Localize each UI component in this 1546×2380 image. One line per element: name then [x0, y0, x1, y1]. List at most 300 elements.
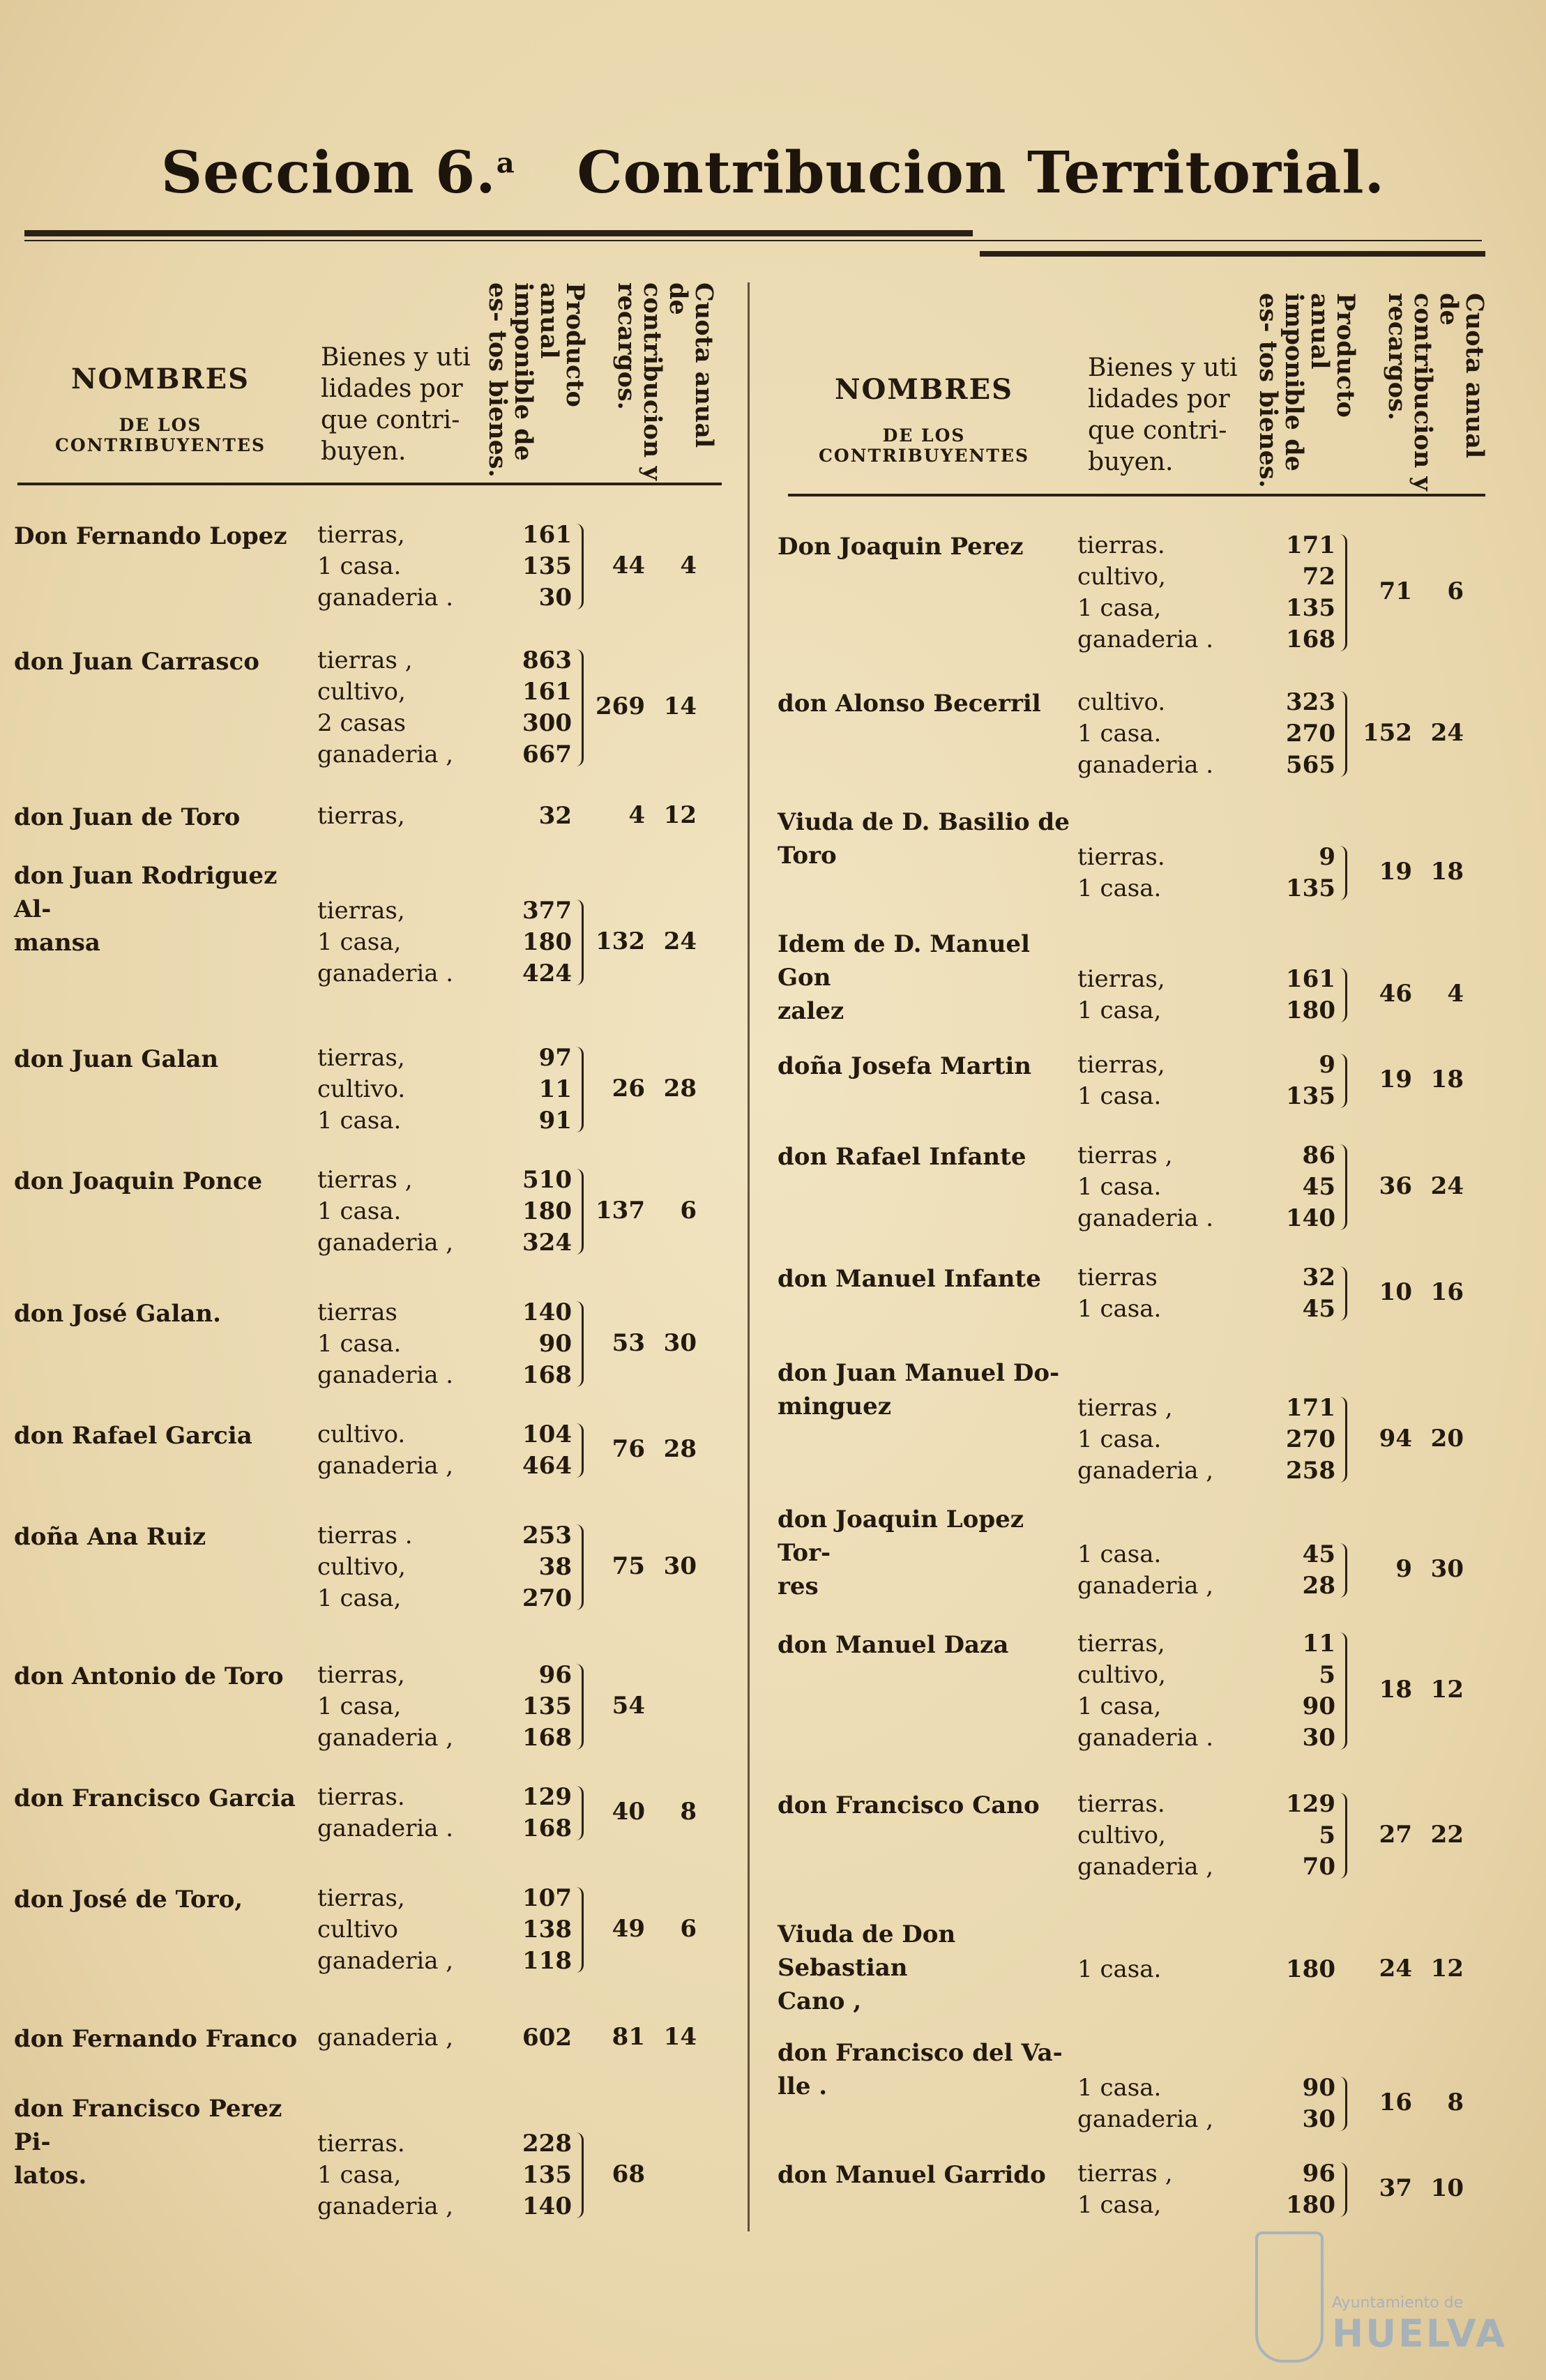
product-values [1266, 964, 1335, 1026]
property-list [317, 1883, 453, 1977]
property-label: ganaderia , [1077, 1457, 1214, 1485]
property-list [1077, 1140, 1213, 1234]
cuota-amount [582, 1435, 697, 1463]
entry-row [778, 1356, 1475, 1494]
property-label: ganaderia , [317, 1724, 454, 1752]
cuota-amount [582, 2023, 697, 2051]
property-label: cultivo, [1077, 1661, 1166, 1689]
property-label: cultivo, [1077, 563, 1166, 591]
cuota-maravedis: 14 [663, 2022, 697, 2051]
cuota-maravedis: 12 [663, 801, 697, 829]
contributor-name: don Manuel Infante [778, 1265, 1041, 1293]
product-value: 30 [1302, 2105, 1335, 2133]
entry-row [14, 2022, 711, 2061]
product-value: 228 [522, 2130, 572, 2158]
header-nombres-left [14, 363, 307, 455]
property-label: ganaderia , [1077, 1572, 1214, 1600]
brace-mark [1340, 691, 1347, 777]
property-label: tierras, [317, 1044, 405, 1072]
property-label: ganaderia . [317, 960, 454, 987]
property-list [317, 801, 405, 832]
property-item [317, 1782, 453, 1813]
property-item [317, 582, 453, 614]
cuota-maravedis: 6 [680, 1914, 697, 1943]
cuota-maravedis: 24 [663, 927, 697, 955]
product-values [502, 1660, 572, 1754]
cuota-maravedis: 30 [663, 1552, 697, 1580]
entry-row [14, 1419, 711, 1489]
cuota-amount [582, 1692, 697, 1720]
property-item [317, 958, 453, 990]
cuota-amount [582, 1075, 697, 1102]
property-item [1077, 873, 1165, 904]
entry-row [778, 2036, 1475, 2142]
header-nombres-label: NOMBRES [70, 363, 250, 395]
property-item [317, 2022, 453, 2054]
property-item [317, 1520, 413, 1552]
property-label: cultivo. [317, 1075, 406, 1103]
contributor-name: don Juan Carrasco [14, 648, 259, 676]
product-value: 180 [522, 1197, 572, 1225]
property-label: ganaderia . [1077, 1724, 1214, 1752]
product-value: 30 [1302, 1724, 1335, 1752]
property-list [317, 2022, 453, 2054]
cuota-amount [582, 692, 697, 720]
product-value: 96 [1302, 2160, 1335, 2188]
product-value: 300 [522, 709, 572, 737]
property-item [317, 645, 453, 676]
entry-row [778, 1789, 1475, 1890]
product-value: 565 [1286, 751, 1335, 779]
property-list [1077, 2158, 1173, 2221]
property-item [317, 551, 453, 582]
property-item [317, 927, 453, 958]
property-label: tierras , [1077, 1394, 1173, 1422]
property-label: ganaderia , [1077, 1853, 1214, 1881]
property-label: 1 casa, [317, 928, 402, 956]
property-item [317, 2128, 453, 2160]
contributor-name: Don Fernando Lopez [14, 522, 287, 550]
contributor-name: don Rafael Infante [778, 1143, 1026, 1171]
contributor-name: don Manuel Garrido [778, 2161, 1046, 2189]
cuota-maravedis: 24 [1430, 1172, 1464, 1200]
product-value: 168 [1286, 626, 1335, 653]
product-values [502, 2022, 572, 2054]
title-sup: a [496, 146, 515, 180]
header-cuota-left: Cuota anual de contribucion y recargos. [612, 282, 718, 480]
property-label: ganaderia , [317, 2024, 454, 2052]
product-value: 161 [522, 678, 572, 706]
product-values [502, 1419, 572, 1482]
product-value: 161 [1286, 965, 1335, 993]
product-value: 324 [522, 1229, 572, 1257]
cuota-maravedis: 28 [663, 1435, 697, 1463]
contributor-name: don Francisco Perez Pi- latos. [14, 2095, 282, 2190]
cuota-amount [1349, 1278, 1464, 1306]
header-producto-left: Producto anual imponible de es- tos bienes. [483, 282, 589, 478]
property-label: tierras, [317, 802, 405, 830]
property-item [1077, 1570, 1213, 1602]
product-value: 45 [1302, 1295, 1335, 1323]
header-contribuyentes-label: DE LOS CONTRIBUYENTES [55, 415, 266, 455]
property-item [317, 2191, 453, 2222]
property-label: tierras , [317, 646, 413, 674]
property-item [1077, 718, 1213, 750]
contributor-name: don José Galan. [14, 1300, 221, 1328]
property-list [317, 1520, 413, 1614]
product-value: 45 [1302, 1173, 1335, 1201]
property-item [1077, 1424, 1213, 1455]
property-item [1077, 1049, 1165, 1081]
entry-row [14, 859, 711, 996]
page-title [0, 139, 1546, 206]
property-item [317, 520, 453, 551]
contributor-name: don Alonso Becerril [778, 690, 1041, 718]
cuota-amount [1349, 858, 1464, 886]
property-item [1077, 750, 1213, 781]
cuota-maravedis: 30 [663, 1328, 697, 1357]
entry-row [778, 1918, 1475, 2015]
product-value: 171 [1286, 531, 1335, 559]
header-bienes-label: Bienes y uti lidades por que contri- buyen. [321, 343, 471, 466]
product-value: 90 [1302, 2074, 1335, 2102]
property-item [1077, 1140, 1213, 1172]
property-label: cultivo [317, 1916, 399, 1943]
product-value: 602 [522, 2024, 572, 2052]
cuota-amount [582, 801, 697, 829]
product-value: 667 [522, 741, 572, 768]
cuota-reales: 27 [1379, 1820, 1412, 1849]
property-list [317, 2128, 453, 2222]
property-item [1077, 530, 1213, 561]
property-label: tierras, [1077, 965, 1165, 993]
property-item [1077, 1851, 1213, 1883]
product-value: 180 [1286, 2191, 1335, 2219]
property-item [317, 1813, 453, 1844]
contributor-name: don José de Toro, [14, 1886, 243, 1913]
product-values [502, 801, 572, 832]
property-label: ganaderia . [1077, 1204, 1214, 1232]
property-label: 1 casa, [1077, 2191, 1162, 2219]
contributor-name: don Manuel Daza [778, 1631, 1009, 1659]
product-values [1266, 530, 1335, 655]
header-rule-right [788, 494, 1485, 497]
entry-row [14, 1165, 711, 1266]
contributor-name: Viuda de Don Sebastian Cano , [778, 1920, 956, 2015]
property-label: ganaderia , [317, 1229, 454, 1257]
title-rule-right [980, 251, 1485, 257]
product-value: 90 [538, 1330, 572, 1358]
property-label: 1 casa. [317, 1107, 402, 1135]
title-text: Contribucion Territorial. [577, 139, 1386, 206]
cuota-maravedis: 6 [680, 1196, 697, 1225]
title-rule-left [24, 230, 973, 236]
property-item [1077, 1294, 1161, 1325]
property-label: 1 casa, [1077, 1692, 1162, 1720]
cuota-reales: 36 [1379, 1172, 1412, 1200]
product-values [1266, 1049, 1335, 1112]
cuota-reales: 81 [612, 2022, 645, 2051]
brace-mark [1340, 846, 1347, 900]
product-values [502, 645, 572, 771]
property-item [1077, 1660, 1213, 1691]
property-item [1077, 2190, 1173, 2221]
property-label: 1 casa. [1077, 720, 1162, 748]
entry-row [778, 1049, 1475, 1119]
property-item [1077, 1393, 1213, 1424]
property-item [317, 1914, 453, 1946]
contributor-name: doña Josefa Martin [778, 1052, 1031, 1080]
property-item [317, 1074, 405, 1105]
product-value: 424 [522, 960, 572, 987]
cuota-amount [582, 1329, 697, 1357]
product-value: 464 [522, 1452, 572, 1480]
entry-row [778, 1140, 1475, 1241]
property-label: ganaderia , [317, 1947, 454, 1975]
cuota-amount [1349, 1425, 1464, 1453]
contributor-name: Idem de D. Manuel Gon zalez [778, 930, 1030, 1025]
contributor-name: don Joaquin Ponce [14, 1167, 263, 1195]
watermark-line2: HUELVA [1332, 2312, 1507, 2356]
cuota-maravedis: 4 [680, 551, 697, 579]
contributor-name: don Juan Galan [14, 1045, 219, 1073]
brace-mark [1340, 1793, 1347, 1879]
watermark-line1: Ayuntamiento de [1332, 2294, 1464, 2312]
cuota-maravedis: 22 [1430, 1820, 1464, 1849]
product-values [502, 1520, 572, 1614]
property-label: 1 casa, [317, 1692, 402, 1720]
product-values [1266, 687, 1335, 781]
cuota-reales: 49 [612, 1914, 645, 1943]
entry-row [778, 805, 1475, 911]
header-contribuyentes-label-right: DE LOS CONTRIBUYENTES [819, 425, 1029, 466]
header-nombres-label-right: NOMBRES [834, 373, 1014, 406]
brace-mark [1340, 1144, 1347, 1230]
property-label: 1 casa. [1077, 1082, 1162, 1110]
cuota-reales: 137 [596, 1196, 645, 1225]
product-value: 863 [522, 646, 572, 674]
property-label: ganaderia , [317, 1452, 454, 1480]
property-item [317, 1043, 405, 1074]
property-item [317, 1419, 453, 1450]
property-label: 1 casa. [1077, 1540, 1162, 1568]
product-value: 140 [522, 1298, 572, 1326]
product-value: 28 [1302, 1572, 1335, 1600]
header-rule-left [17, 483, 722, 485]
property-item [317, 1691, 453, 1722]
cuota-amount [1349, 2174, 1464, 2202]
brace-mark [1340, 1266, 1347, 1321]
cuota-maravedis: 4 [1447, 980, 1464, 1008]
property-list [317, 645, 453, 771]
property-item [317, 801, 405, 832]
product-values [1266, 842, 1335, 904]
product-value: 168 [522, 1361, 572, 1389]
property-item [1077, 842, 1165, 873]
property-label: ganaderia , [317, 2192, 454, 2220]
property-label: 1 casa. [1077, 1295, 1162, 1323]
contributor-name: don Francisco del Va- lle . [778, 2039, 1063, 2100]
property-list [317, 1419, 453, 1482]
property-label: cultivo, [317, 678, 406, 706]
property-item [317, 1196, 453, 1227]
property-item [317, 1946, 453, 1977]
property-label: tierras. [1077, 531, 1165, 559]
property-label: 1 casa. [317, 552, 402, 580]
cuota-reales: 152 [1363, 718, 1412, 747]
product-value: 138 [522, 1916, 572, 1943]
product-values [1266, 1628, 1335, 1754]
product-value: 253 [522, 1522, 572, 1549]
cuota-reales: 132 [596, 927, 645, 955]
property-item [1077, 2158, 1173, 2190]
product-value: 180 [522, 928, 572, 956]
shield-icon [1255, 2231, 1324, 2363]
property-list [1077, 842, 1165, 904]
product-value: 323 [1286, 688, 1335, 716]
product-values [502, 1043, 572, 1137]
property-item [317, 1165, 453, 1196]
entry-row [778, 927, 1475, 1033]
property-label: 1 casa. [1077, 1955, 1162, 1983]
property-list [317, 1782, 453, 1844]
product-values [502, 1165, 572, 1259]
property-list [1077, 1262, 1161, 1325]
property-label: tierras [1077, 1264, 1158, 1291]
property-list [317, 1043, 405, 1137]
product-value: 70 [1302, 1853, 1335, 1881]
property-item [317, 1105, 405, 1137]
cuota-reales: 37 [1379, 2174, 1412, 2202]
property-item [317, 708, 453, 739]
cuota-reales: 94 [1379, 1424, 1412, 1453]
property-item [317, 1722, 453, 1754]
property-item [317, 739, 453, 771]
property-item [317, 1360, 453, 1391]
property-list [1077, 964, 1165, 1026]
cuota-amount [1349, 577, 1464, 605]
cuota-maravedis: 20 [1430, 1424, 1464, 1453]
cuota-reales: 44 [612, 551, 645, 579]
product-values [1266, 1262, 1335, 1325]
product-value: 5 [1319, 1821, 1335, 1849]
property-item [1077, 1081, 1165, 1112]
property-item [317, 1297, 453, 1328]
cuota-amount [582, 1798, 697, 1826]
property-label: ganaderia , [317, 741, 454, 768]
product-value: 270 [522, 1584, 572, 1612]
property-list [317, 1660, 453, 1754]
cuota-maravedis: 6 [1447, 577, 1464, 605]
product-value: 168 [522, 1814, 572, 1842]
property-list [1077, 530, 1213, 655]
product-values [502, 1883, 572, 1977]
product-value: 86 [1302, 1142, 1335, 1169]
contributor-name: don Juan de Toro [14, 803, 241, 831]
brace-mark [1340, 534, 1347, 651]
contributor-name: don Rafael Garcia [14, 1422, 252, 1450]
property-label: ganaderia . [317, 1361, 454, 1389]
entry-row [14, 801, 711, 839]
product-value: 510 [522, 1166, 572, 1194]
property-label: 1 casa. [1077, 1173, 1162, 1201]
header-bienes-left [321, 342, 471, 467]
property-item [1077, 687, 1213, 718]
property-label: tierras. [1077, 1790, 1165, 1818]
property-label: tierras, [1077, 1630, 1165, 1658]
cuota-maravedis: 30 [1430, 1555, 1464, 1583]
cuota-maravedis: 24 [1430, 718, 1464, 747]
property-label: 1 casa. [317, 1197, 402, 1225]
property-list [1077, 1049, 1165, 1112]
contributor-name: don Fernando Franco [14, 2025, 298, 2053]
property-label: ganaderia . [1077, 626, 1214, 653]
property-item [1077, 593, 1213, 624]
brace-mark [1340, 1632, 1347, 1750]
product-value: 135 [1286, 594, 1335, 622]
cuota-amount [1349, 1066, 1464, 1093]
contributor-name: don Juan Manuel Do- minguez [778, 1359, 1060, 1420]
product-value: 161 [522, 521, 572, 549]
brace-mark [1340, 2077, 1347, 2131]
product-values [1266, 1140, 1335, 1234]
cuota-maravedis: 12 [1430, 1954, 1464, 1983]
product-value: 107 [522, 1884, 572, 1912]
cuota-maravedis: 18 [1430, 858, 1464, 886]
product-values [502, 2128, 572, 2222]
property-list [1077, 1954, 1161, 1985]
property-label: 1 casa. [317, 1330, 402, 1358]
cuota-amount [582, 1197, 697, 1225]
property-label: 1 casa, [1077, 996, 1162, 1024]
product-value: 135 [1286, 1082, 1335, 1110]
property-label: tierras, [317, 1661, 405, 1689]
cuota-reales: 53 [612, 1328, 645, 1357]
cuota-amount [1349, 1955, 1464, 1983]
product-value: 168 [522, 1724, 572, 1752]
entry-row [14, 2092, 711, 2229]
product-value: 135 [522, 552, 572, 580]
property-item [1077, 1954, 1161, 1985]
product-values [1266, 1393, 1335, 1487]
product-value: 129 [522, 1783, 572, 1811]
property-list [317, 1165, 453, 1259]
entry-row [778, 530, 1475, 662]
cuota-amount [582, 552, 697, 579]
huelva-watermark [1255, 2231, 1506, 2371]
contributor-name: doña Ana Ruiz [14, 1523, 206, 1551]
property-list [1077, 1789, 1213, 1883]
brace-mark [1340, 1054, 1347, 1108]
product-value: 72 [1302, 563, 1335, 591]
product-value: 135 [522, 1692, 572, 1720]
product-values [1266, 1954, 1335, 1985]
product-values [1266, 1789, 1335, 1883]
cuota-reales: 19 [1379, 1066, 1412, 1093]
property-item [317, 895, 453, 927]
property-label: 1 casa, [317, 2161, 402, 2189]
product-value: 180 [1286, 1955, 1335, 1983]
cuota-reales: 54 [612, 1691, 645, 1720]
entry-row [14, 1660, 711, 1761]
cuota-amount [582, 927, 697, 955]
product-value: 45 [1302, 1540, 1335, 1568]
cuota-reales: 9 [1395, 1555, 1412, 1583]
product-value: 11 [538, 1075, 572, 1103]
title-rule-under [24, 240, 1482, 241]
property-label: tierras , [1077, 1142, 1173, 1169]
property-label: ganaderia . [1077, 751, 1214, 779]
